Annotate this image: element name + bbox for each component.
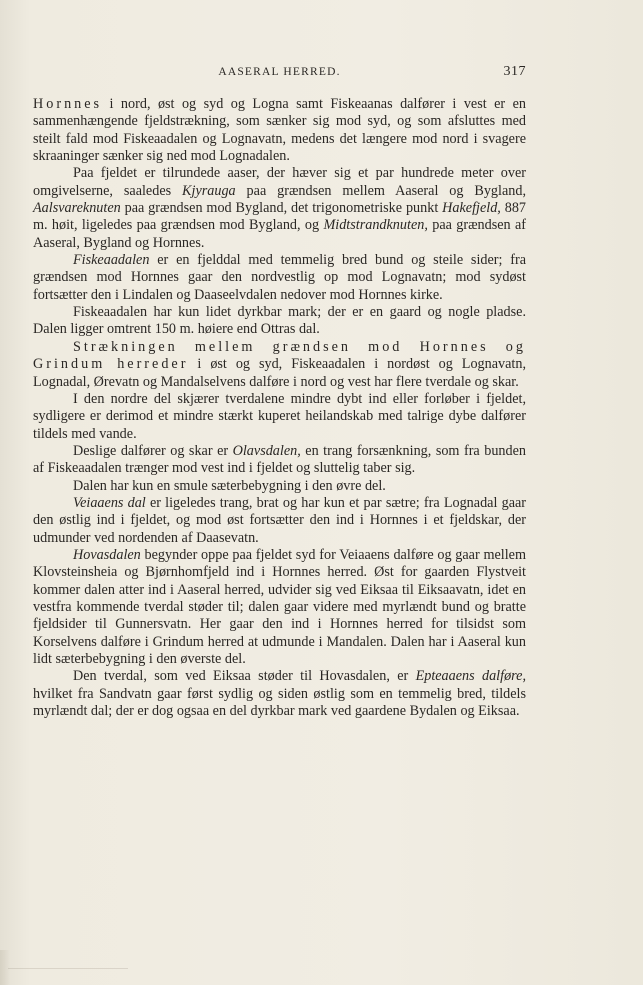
paragraph-6	[33, 391, 526, 443]
paragraph-5	[33, 339, 526, 391]
paragraph-4	[33, 304, 526, 339]
paragraph-8	[33, 478, 526, 495]
paragraph-text: Paa fjeldet er tilrundede aaser, der hæver sig et par hundrede meter over omgivelserne, saaledes	[33, 165, 526, 199]
paragraph-text: Deslige dalfører og skar er	[73, 442, 233, 459]
paragraph-7	[33, 443, 526, 478]
paragraph-text: Fiskeaadalen har kun lidet dyrkbar mark; der er en gaard og nogle pladse. Dalen ligger omtrent 150 m. høiere end Ottras dal.	[33, 304, 526, 338]
paragraph-text: paa grændsen mellem Aaseral og Bygland,	[235, 182, 526, 199]
spaced-place-name: Hornnes	[33, 96, 103, 112]
paragraph-3	[33, 252, 526, 304]
paragraph-text: er en fjelddal med temmelig bred bund og steile sider; fra grændsen mod Hornnes gaar den nordvestlig op mod Lognavatn; mod sydøst fortsætter den i Lindalen og Daaseelvdalen nedover mod Hornnes kirke.	[33, 252, 526, 303]
italic-place-name: Veiaaens dal	[73, 494, 146, 511]
paragraph-text: paa grændsen af Aaseral, Bygland og Hornnes.	[33, 217, 526, 251]
paragraph-11	[33, 668, 526, 720]
paragraph-1	[33, 96, 526, 165]
paragraph-text: Den tverdal, som ved Eiksaa støder til Hovasdalen, er	[73, 668, 416, 685]
paragraph-text: i øst og syd, Fiskeaadalen i nordøst og Lognavatn, Lognadal, Ørevatn og Mandalselvens dalføre i nord og vest har flere tverdale og skar.	[33, 356, 527, 390]
paragraph-text: en trang forsænkning, som fra bunden af Fiskeaadalen trænger mod vest ind i fjeldet og sluttelig taber sig.	[33, 442, 526, 477]
spaced-emphasis: Strækningen mellem grændsen mod Hornnes og Grindum herreder	[33, 338, 526, 373]
italic-place-name: Olavsdalen,	[232, 442, 301, 459]
italic-place-name: Kjyrauga	[182, 182, 236, 199]
paragraph-text: I den nordre del skjærer tverdalene mindre dybt ind eller forløber i fjeldet, sydligere er derimod et mindre stærkt kuperet heilandskab med talrige dybe dalfører tildels med vande.	[33, 390, 526, 442]
paragraph-10	[33, 547, 526, 668]
body-text	[33, 96, 526, 720]
page-header	[33, 64, 526, 82]
italic-place-name: Fiskeaadalen	[73, 252, 150, 269]
italic-place-name: Hakefjeld,	[442, 200, 501, 217]
italic-place-name: Midtstrandknuten,	[323, 217, 428, 234]
paragraph-text: paa grændsen mod Bygland, det trigonometriske punkt	[120, 200, 443, 217]
page-edge-mark	[8, 968, 128, 969]
page-number: 317	[503, 64, 526, 79]
italic-place-name: Epteaaens dalføre,	[415, 668, 526, 685]
running-title: AASERAL HERRED.	[218, 66, 341, 78]
italic-place-name: Aalsvareknuten	[33, 200, 121, 217]
paragraph-text: hvilket fra Sandvatn gaar først sydlig og siden østlig som en temmelig bred, tildels myrlændt dal; der er dog ogsaa en del dyrkbar mark ved gaardene Bydalen og Eiksaa.	[33, 685, 526, 720]
paragraph-text: er ligeledes trang, brat og har kun et par sætre; fra Lognadal gaar den østlig ind i fjeldet, og mod øst fortsætter den ind i Hornnes i et fjeldskar, der udmunder ved nordenden af Daasevatn.	[33, 494, 527, 546]
paragraph-text: i nord, øst og syd og Logna samt Fiskeaanas dalfører i vest er en sammenhængende fjeldstrækning, som sænker sig mod syd, og som afsluttes med steilt fald mod Fiskeaadalen og Lognavatn, medens det længere mod nord i svagere skraaninger sænker sig ned mod Lognadalen.	[33, 96, 526, 165]
italic-place-name: Hovasdalen	[73, 546, 141, 563]
paragraph-text: begynder oppe paa fjeldet syd for Veiaaens dalføre og gaar mellem Klovsteinsheia og Bjørnhomfjeld ind i Hornnes herred. Øst for gaarden Flystveit kommer dalen atter ind i Aaseral herred, udvider sig ved Eiksaa til Eiksaavatn, idet en vestfra kommende tverdal støder til; dalen gaar videre med myrlændt bund og bratte fjeldsider til Gunnersvatn. Her gaar den ind i Hornnes herred for tilsidst som Korselvens dalføre i Grindum herred at udmunde i Mandalen. Dalen har i Aaseral kun lidt sæterbebygning i den øverste del.	[33, 546, 526, 667]
paragraph-text: Dalen har kun en smule sæterbebygning i den øvre del.	[73, 477, 386, 494]
paragraph-9	[33, 495, 526, 547]
paragraph-2	[33, 165, 526, 252]
paragraph-text: 887 m. høit, ligeledes paa grændsen mod Bygland, og	[33, 200, 526, 234]
